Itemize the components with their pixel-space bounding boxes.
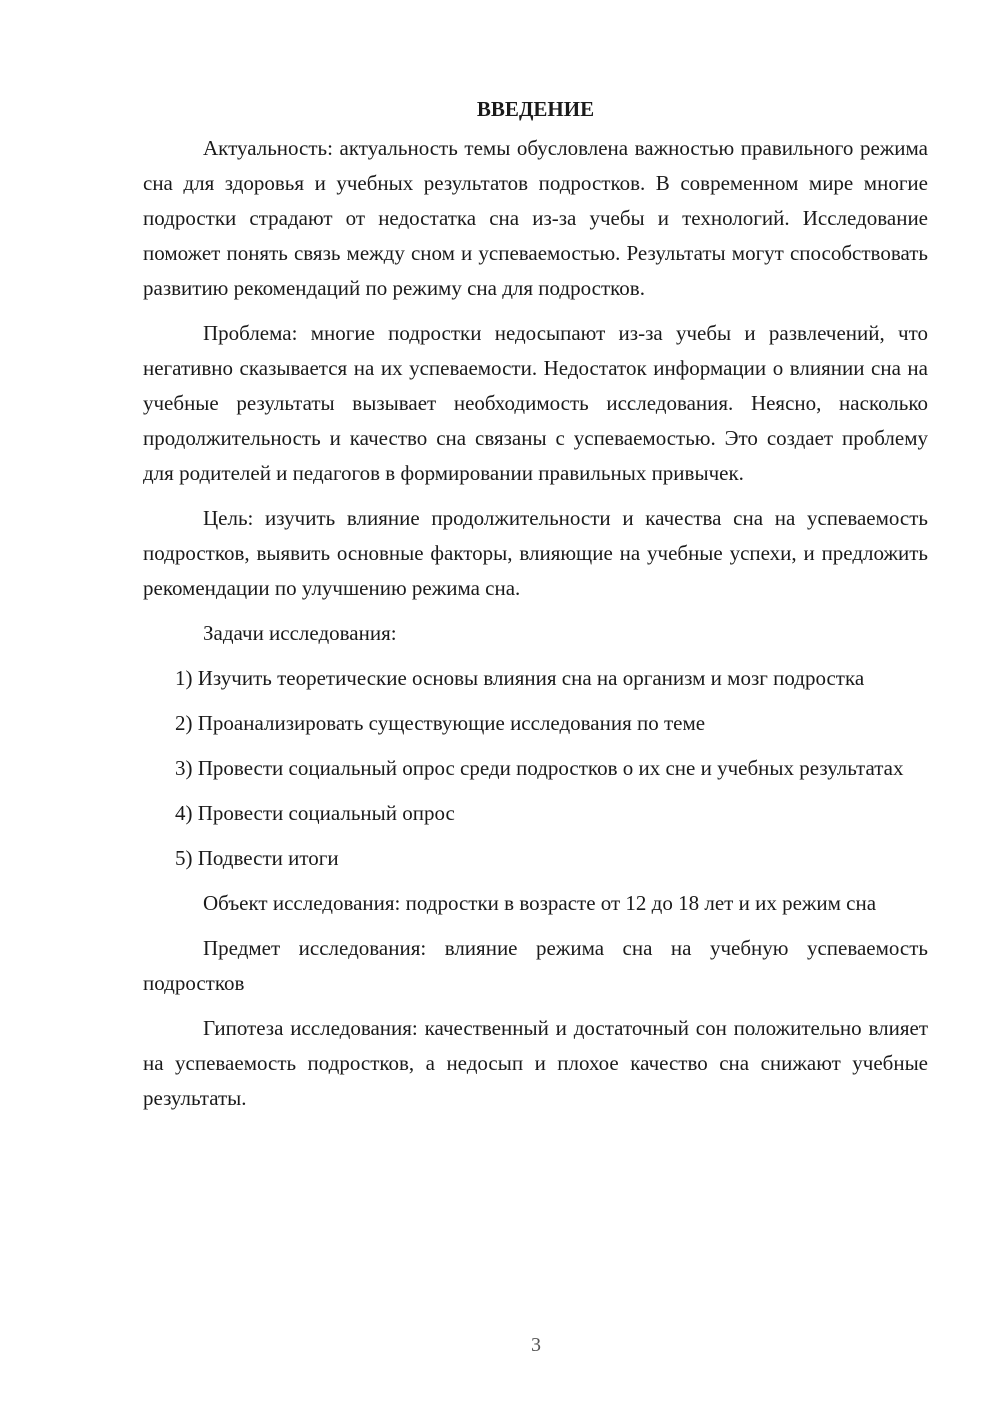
paragraph-relevance: Актуальность: актуальность темы обусловлена важностью правильного режима сна для здоровья и учебных результатов подростков. В современном мире многие подростки страдают от недостатка сна из-за учебы и технологий. Исследование поможет понять связь между сном и успеваемостью. Результаты могут способствовать развитию рекомендаций по режиму сна для подростков. [143, 136, 928, 300]
task-item-5: 5) Подвести итоги [175, 846, 339, 870]
task-item-1: 1) Изучить теоретические основы влияния сна на организм и мозг подростка [175, 666, 865, 690]
section-title: ВВЕДЕНИЕ [476, 97, 595, 121]
document-page [143, 92, 928, 1126]
paragraph-hypothesis: Гипотеза исследования: качественный и достаточный сон положительно влияет на успеваемость подростков, а недосып и плохое качество сна снижают учебные результаты. [143, 1016, 928, 1110]
paragraph-problem: Проблема: многие подростки недосыпают из-за учебы и развлечений, что негативно сказывается на их успеваемости. Недостаток информации о влиянии сна на учебные результаты вызывает необходимость исследования. Неясно, насколько продолжительность и качество сна связаны с успеваемостью. Это создает проблему для родителей и педагогов в формировании правильных привычек. [143, 321, 928, 485]
task-item-2: 2) Проанализировать существующие исследования по теме [175, 711, 706, 735]
tasks-heading: Задачи исследования: [203, 621, 397, 645]
task-item-3: 3) Провести социальный опрос среди подростков о их сне и учебных результатах [175, 756, 904, 780]
paragraph-subject: Предмет исследования: влияние режима сна на учебную успеваемость подростков [143, 936, 928, 995]
task-item-4: 4) Провести социальный опрос [175, 801, 455, 825]
page-number: 3 [531, 1334, 541, 1356]
paragraph-object: Объект исследования: подростки в возрасте от 12 до 18 лет и их режим сна [203, 891, 877, 915]
paragraph-goal: Цель: изучить влияние продолжительности и качества сна на успеваемость подростков, выявить основные факторы, влияющие на учебные успехи, и предложить рекомендации по улучшению режима сна. [143, 506, 928, 600]
